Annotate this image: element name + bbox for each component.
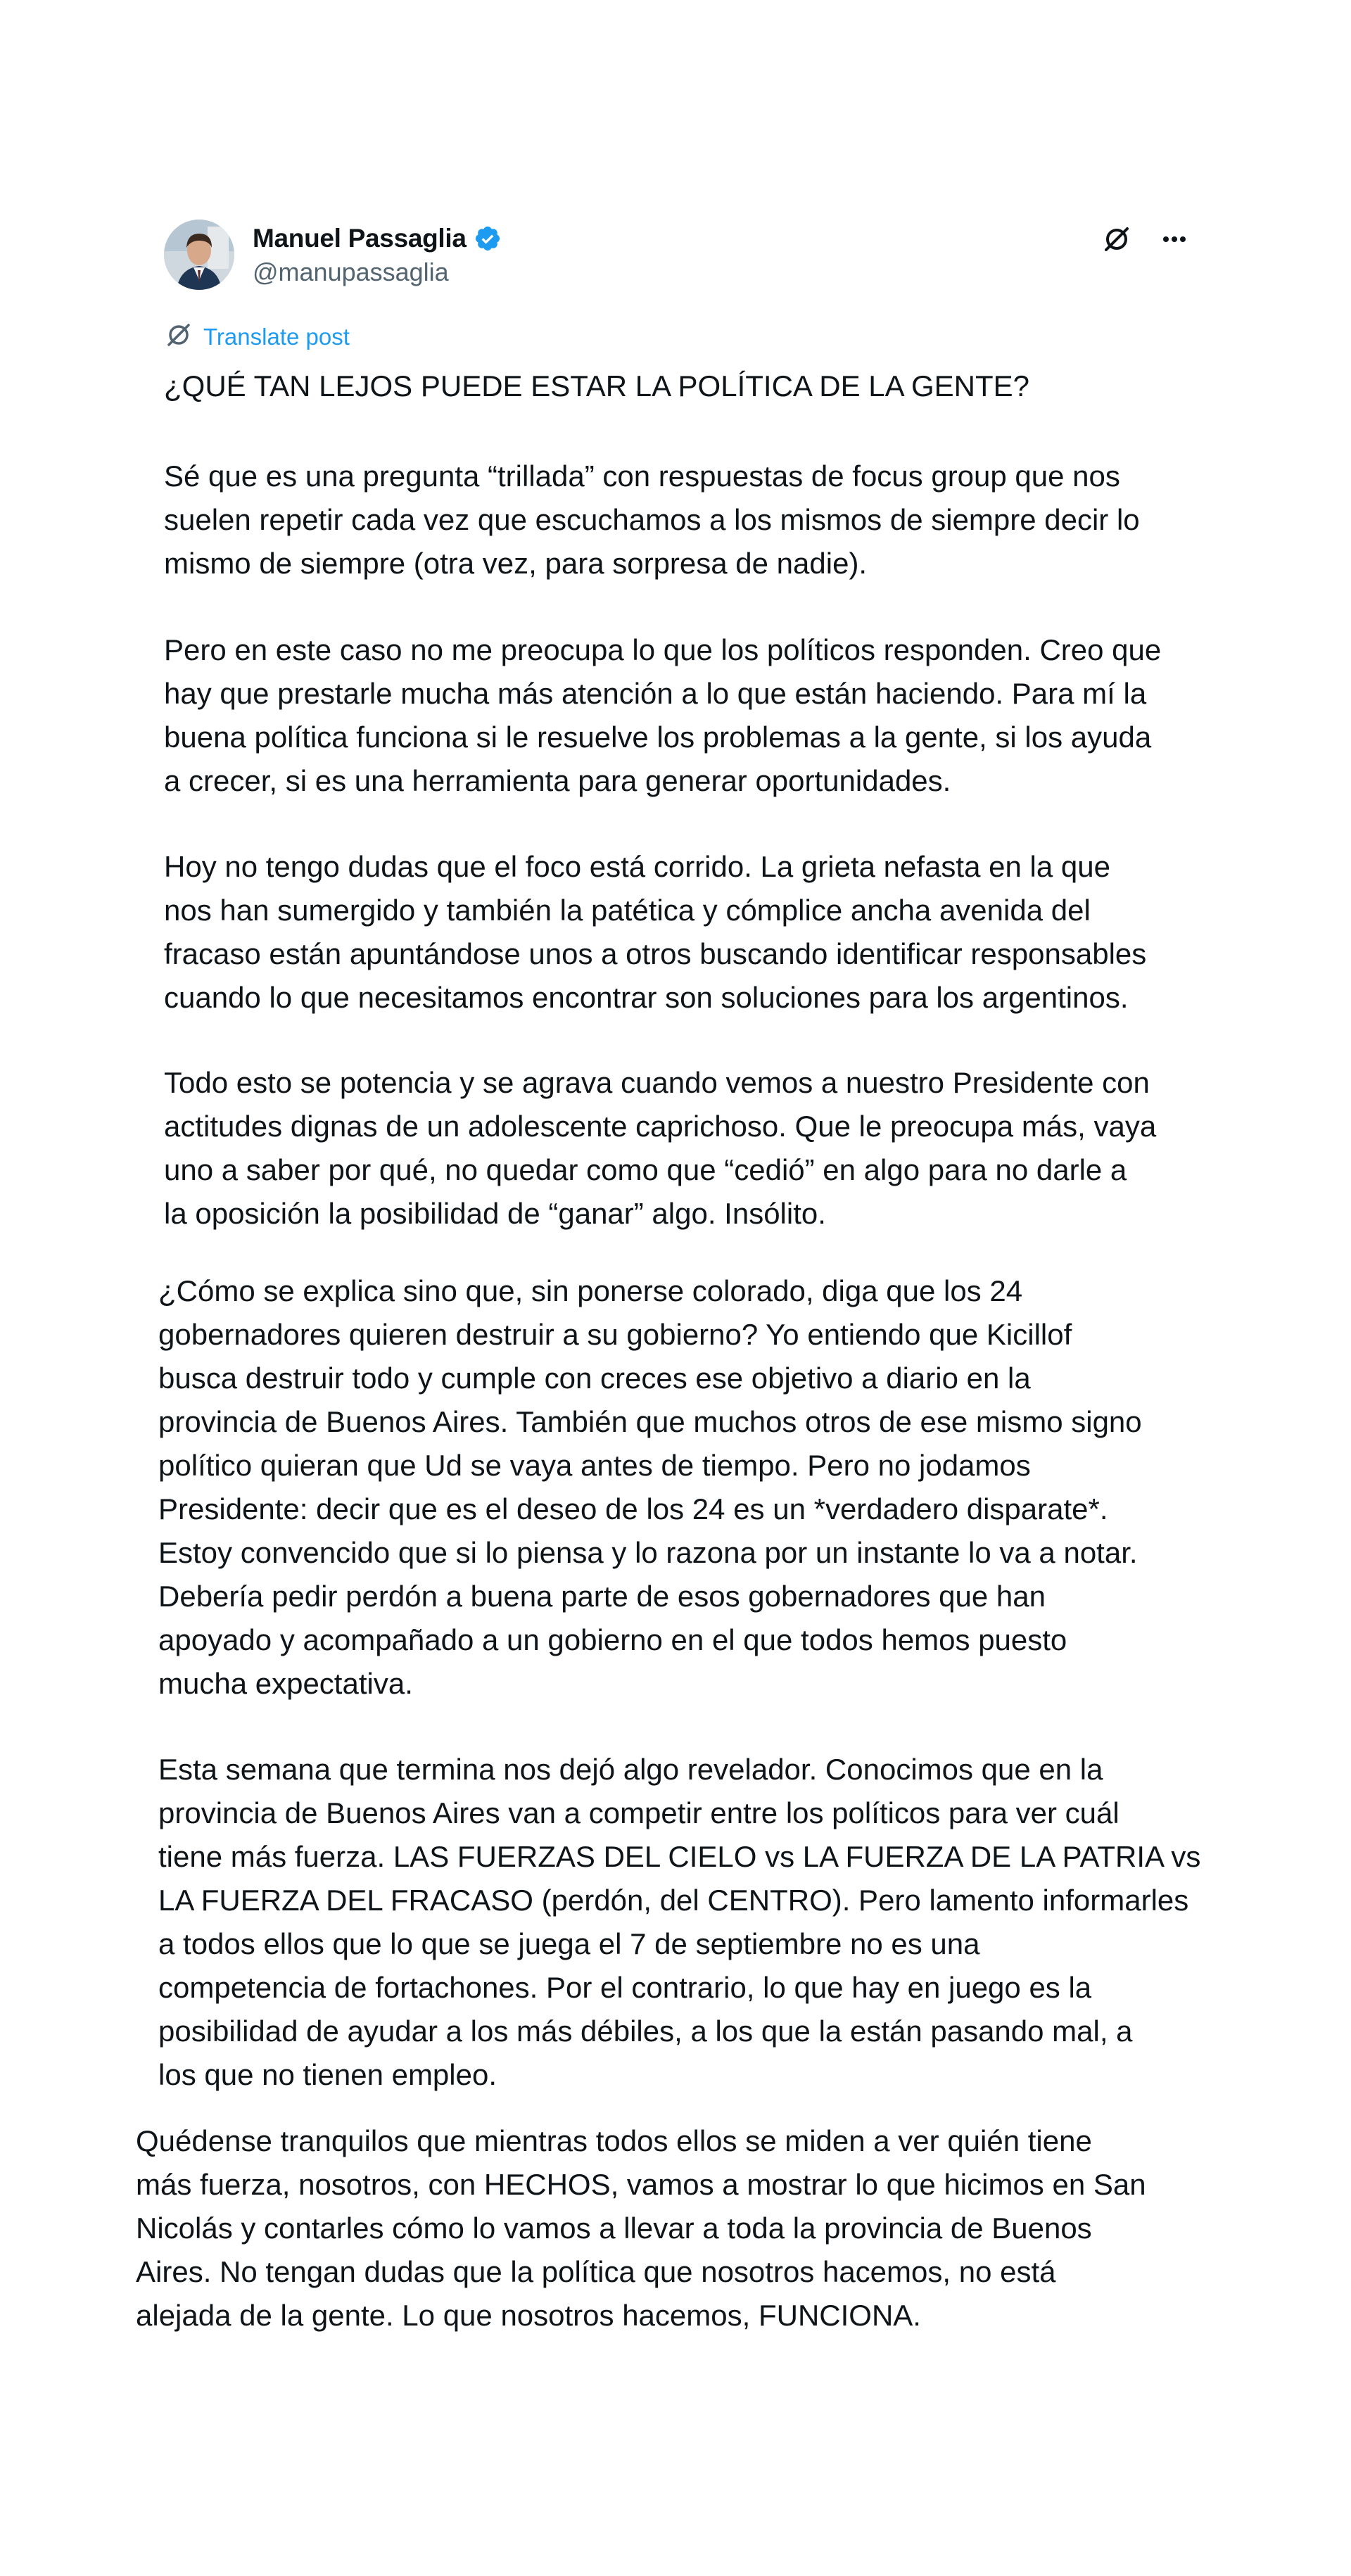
author-block bbox=[253, 222, 502, 287]
translate-post-label[interactable]: Translate post bbox=[203, 323, 350, 350]
grok-slash-icon[interactable] bbox=[1100, 222, 1134, 256]
post-header bbox=[164, 217, 1191, 294]
author-handle[interactable]: @manupassaglia bbox=[253, 258, 449, 286]
more-options-icon[interactable] bbox=[1157, 222, 1191, 256]
post-paragraph-1: ¿QUÉ TAN LEJOS PUEDE ESTAR LA POLÍTICA DE LA GENTE? bbox=[164, 369, 1030, 402]
translate-post-link[interactable] bbox=[164, 320, 350, 353]
author-display-name[interactable]: Manuel Passaglia bbox=[253, 224, 467, 253]
post-paragraph-8: Quédense tranquilos que mientras todos ellos se miden a ver quién tiene más fuerza, nosotros, con HECHOS, vamos a mostrar lo que hicimos en San Nicolás y contarles cómo lo vamos a llevar a toda la provincia de Buenos Aires. No tengan dudas que la política que nosotros hacemos, no está alejada de la gente. Lo que nosotros hacemos, FUNCIONA. bbox=[136, 2124, 1146, 2332]
verified-badge-icon[interactable] bbox=[474, 224, 502, 253]
translate-icon bbox=[164, 320, 194, 353]
post-actions bbox=[1100, 222, 1191, 256]
post-paragraph-5: Todo esto se potencia y se agrava cuando vemos a nuestro Presidente con actitudes dignas de un adolescente caprichoso. Que le preocupa más, vaya uno a saber por qué, no quedar como que “cedió” en algo para no darle a la oposición la posibilidad de “ganar” algo. Insólito. bbox=[164, 1066, 1157, 1230]
avatar[interactable] bbox=[164, 220, 234, 290]
post-paragraph-4: Hoy no tengo dudas que el foco está corrido. La grieta nefasta en la que nos han sumergido y también la patética y cómplice ancha avenida del fracaso están apuntándose unos a otros buscando identificar responsables cuando lo que necesitamos encontrar son soluciones para los argentinos. bbox=[164, 850, 1147, 1014]
post-paragraph-7: Esta semana que termina nos dejó algo revelador. Conocimos que en la provincia de Buenos Aires van a competir entre los políticos para ver cuál tiene más fuerza. LAS FUERZAS DEL CIELO vs LA FUERZA DE LA PATRIA vs LA FUERZA DEL FRACASO (perdón, del CENTRO). Pero lamento informarles a todos ellos que lo que se juega el 7 de septiembre no es una competencia de fortachones. Por el contrario, lo que hay en juego es la posibilidad de ayudar a los más débiles, a los que la están pasando mal, a los que no tienen empleo. bbox=[158, 1753, 1201, 2091]
post-paragraph-3: Pero en este caso no me preocupa lo que los políticos responden. Creo que hay que prestarle mucha más atención a lo que están haciendo. Para mí la buena política funciona si le resuelve los problemas a la gente, si los ayuda a crecer, si es una herramienta para generar oportunidades. bbox=[164, 633, 1162, 797]
name-row bbox=[253, 222, 502, 255]
post-paragraph-6: ¿Cómo se explica sino que, sin ponerse colorado, diga que los 24 gobernadores quieren destruir a su gobierno? Yo entiendo que Kicillof busca destruir todo y cumple con creces ese objetivo a diario en la provincia de Buenos Aires. También que muchos otros de ese mismo signo político quieran que Ud se vaya antes de tiempo. Pero no jodamos Presidente: decir que es el deseo de los 24 es un *verdadero disparate*. Estoy convencido que si lo piensa y lo razona por un instante lo va a notar. Debería pedir perdón a buena parte de esos gobernadores que han apoyado y acompañado a un gobierno en el que todos hemos puesto mucha expectativa. bbox=[158, 1274, 1142, 1700]
post-paragraph-2: Sé que es una pregunta “trillada” con respuestas de focus group que nos suelen repetir cada vez que escuchamos a los mismos de siempre decir lo mismo de siempre (otra vez, para sorpresa de nadie). bbox=[164, 459, 1140, 580]
